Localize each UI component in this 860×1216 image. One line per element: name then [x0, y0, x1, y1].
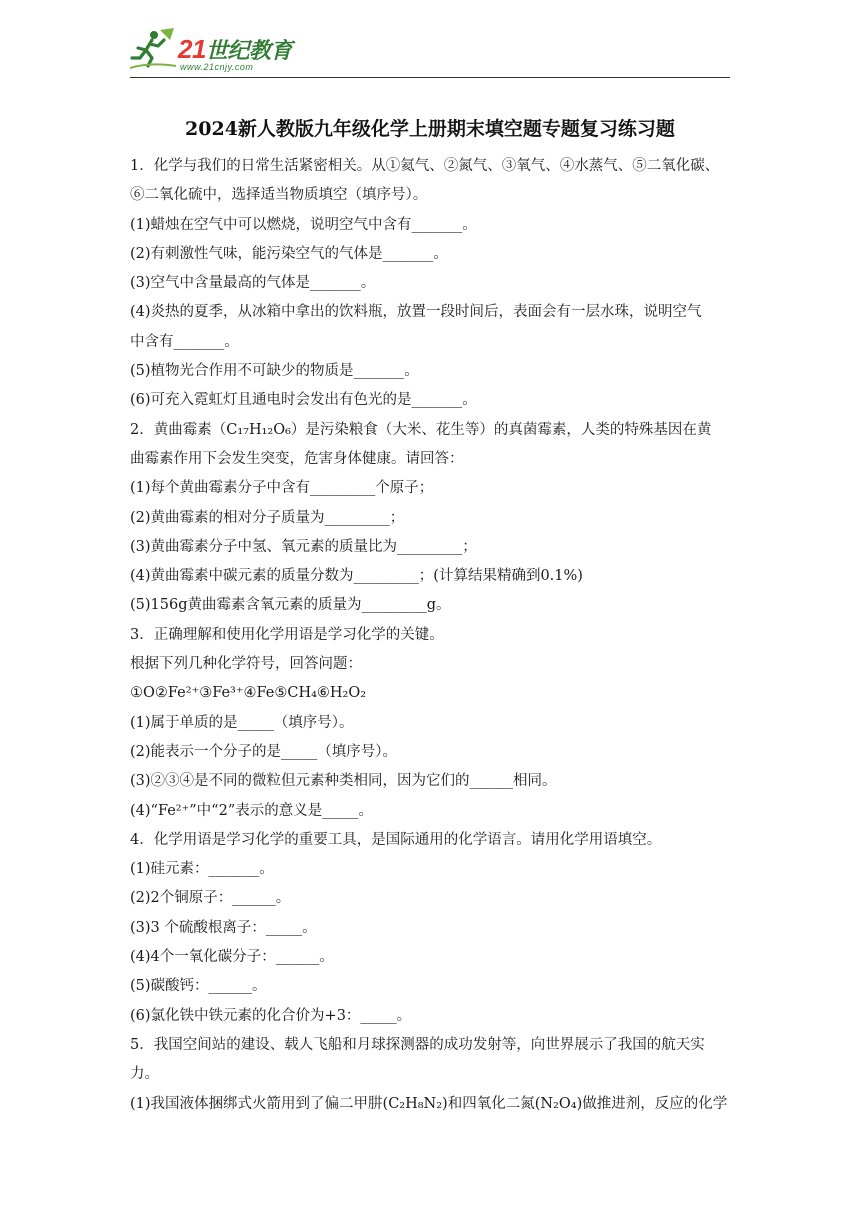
text-line: (4)黄曲霉素中碳元素的质量分数为_________；(计算结果精确到0.1%) — [130, 568, 583, 585]
text-line: 3．正确理解和使用化学用语是学习化学的关键。 — [130, 626, 444, 643]
text-line: (4)“Fe²⁺”中“2”表示的意义是_____。 — [130, 802, 373, 819]
text-line: (1)硅元素：_______。 — [130, 861, 274, 878]
text-line: (5)植物光合作用不可缺少的物质是_______。 — [130, 363, 419, 380]
text-line: (1)蜡烛在空气中可以燃烧，说明空气中含有_______。 — [130, 216, 477, 233]
text-line: (2)有刺激性气味，能污染空气的气体是_______。 — [130, 245, 448, 262]
text-line: (3)空气中含量最高的气体是_______。 — [130, 275, 376, 292]
logo-url: www.21cnjy.com — [180, 62, 254, 72]
text-line: (1)属于单质的是_____（填序号）。 — [130, 714, 354, 731]
brand-logo — [130, 22, 305, 78]
document-title: 2024新人教版九年级化学上册期末填空题专题复习练习题 — [185, 118, 675, 140]
text-line: (1)每个黄曲霉素分子中含有_________个原子； — [130, 480, 434, 497]
text-line: 5．我国空间站的建设、载人飞船和月球探测器的成功发射等，向世界展示了我国的航天实 — [130, 1036, 705, 1053]
header-divider — [130, 77, 730, 78]
text-line: (5)碳酸钙：______。 — [130, 978, 267, 995]
text-line: (3)②③④是不同的微粒但元素种类相同，因为它们的______相同。 — [130, 773, 557, 790]
text-line: (4)4个一氧化碳分子：______。 — [130, 949, 334, 966]
question-body — [130, 152, 730, 1119]
text-line: 4．化学用语是学习化学的重要工具，是国际通用的化学语言。请用化学用语填空。 — [130, 831, 662, 848]
text-line: (3)黄曲霉素分子中氢、氧元素的质量比为_________； — [130, 538, 477, 555]
text-line: 曲霉素作用下会发生突变，危害身体健康。请回答： — [130, 450, 464, 467]
text-line: ①O②Fe²⁺③Fe³⁺④Fe⑤CH₄⑥H₂O₂ — [130, 685, 367, 702]
text-line: 2．黄曲霉素（C₁₇H₁₂O₆）是污染粮食（大米、花生等）的真菌霉素，人类的特殊基因在黄 — [130, 421, 712, 438]
text-line: (4)炎热的夏季，从冰箱中拿出的饮料瓶，放置一段时间后，表面会有一层水珠，说明空气 — [130, 304, 702, 321]
text-line: ⑥二氧化硫中，选择适当物质填空（填序号）。 — [130, 187, 428, 204]
text-line: (1)我国液体捆绑式火箭用到了偏二甲肼(C₂H₈N₂)和四氧化二氮(N₂O₄)做推进剂，反应的化学 — [130, 1095, 728, 1112]
text-line: (2)2个铜原子：______。 — [130, 890, 291, 907]
page-header — [130, 22, 730, 78]
text-line: 1．化学与我们的日常生活紧密相关。从①氦气、②氮气、③氧气、④水蒸气、⑤二氧化碳、 — [130, 158, 720, 174]
text-line: (3)3 个硫酸根离子：_____。 — [130, 919, 317, 936]
text-line: 根据下列几种化学符号，回答问题： — [130, 656, 362, 673]
text-line: (5)156g黄曲霉素含氧元素的质量为_________g。 — [130, 597, 451, 614]
logo-wordmark: 21世纪教育 — [178, 34, 292, 64]
text-line: (6)氯化铁中铁元素的化合价为+3：_____。 — [130, 1007, 412, 1024]
text-line: (2)能表示一个分子的是_____（填序号）。 — [130, 743, 398, 760]
text-line: 力。 — [130, 1066, 159, 1083]
runner-icon — [130, 26, 178, 70]
text-line: 中含有_______。 — [130, 333, 239, 350]
text-line: (2)黄曲霉素的相对分子质量为_________； — [130, 509, 405, 526]
text-line: (6)可充入霓虹灯且通电时会发出有色光的是_______。 — [130, 392, 477, 409]
